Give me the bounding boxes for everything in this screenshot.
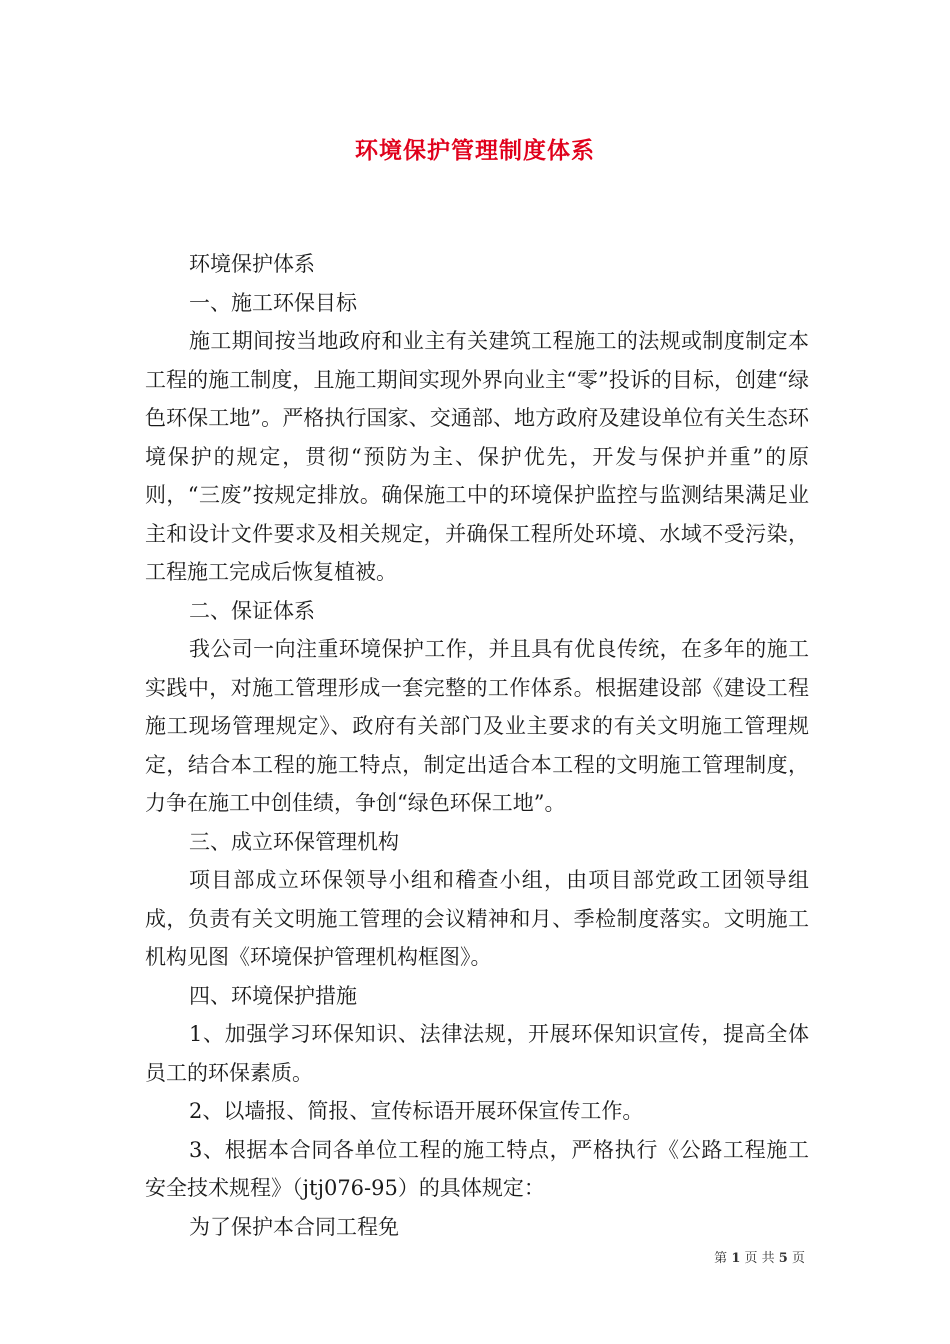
current-page-number: 1 [731,1251,741,1266]
footer-middle: 页 共 [744,1251,775,1266]
footer-prefix: 第 [714,1251,728,1266]
paragraph: 为了保护本合同工程免 [189,1214,399,1239]
paragraph: 我公司一向注重环境保护工作，并且具有优良传统，在多年的施工实践中，对施工管理形成一套完整的工作体系。根据建设部《建设工程施工现场管理规定》、政府有关部门及业主要求的有关文明施工管理规定，结合本工程的施工特点，制定出适合本工程的文明施工管理制度，力争在施工中创佳绩，争创“绿色环保工地”。 [145,637,809,815]
paragraph: 3、根据本合同各单位工程的施工特点，严格执行《公路工程施工安全技术规程》（jtj076-95）的具体规定： [145,1137,809,1200]
paragraph: 环境保护体系 [189,252,315,276]
page-footer [714,1247,805,1266]
paragraph: 1、加强学习环保知识、法律法规，开展环保知识宣传，提高全体员工的环保素质。 [145,1022,809,1085]
paragraph: 项目部成立环保领导小组和稽查小组，由项目部党政工团领导组成，负责有关文明施工管理的会议精神和月、季检制度落实。文明施工机构见图《环境保护管理机构框图》。 [145,868,809,969]
section-heading: 一、施工环保目标 [189,290,357,315]
section-heading: 四、环境保护措施 [189,983,357,1008]
footer-suffix: 页 [791,1251,805,1266]
paragraph: 施工期间按当地政府和业主有关建筑工程施工的法规或制度制定本工程的施工制度，且施工期间实现外界向业主“零”投诉的目标，创建“绿色环保工地”。严格执行国家、交通部、地方政府及建设单位有关生态环境保护的规定，贯彻“预防为主、保护优先，开发与保护并重”的原则，“三废”按规定排放。确保施工中的环境保护监控与监测结果满足业主和设计文件要求及相关规定，并确保工程所处环境、水域不受污染，工程施工完成后恢复植被。 [145,329,809,584]
section-heading: 三、成立环保管理机构 [189,829,399,854]
paragraph: 2、以墙报、简报、宣传标语开展环保宣传工作。 [189,1099,644,1123]
section-heading: 二、保证体系 [189,598,315,623]
total-page-number: 5 [778,1251,788,1266]
document-title: 环境保护管理制度体系 [355,138,595,164]
document-body [145,245,809,1246]
